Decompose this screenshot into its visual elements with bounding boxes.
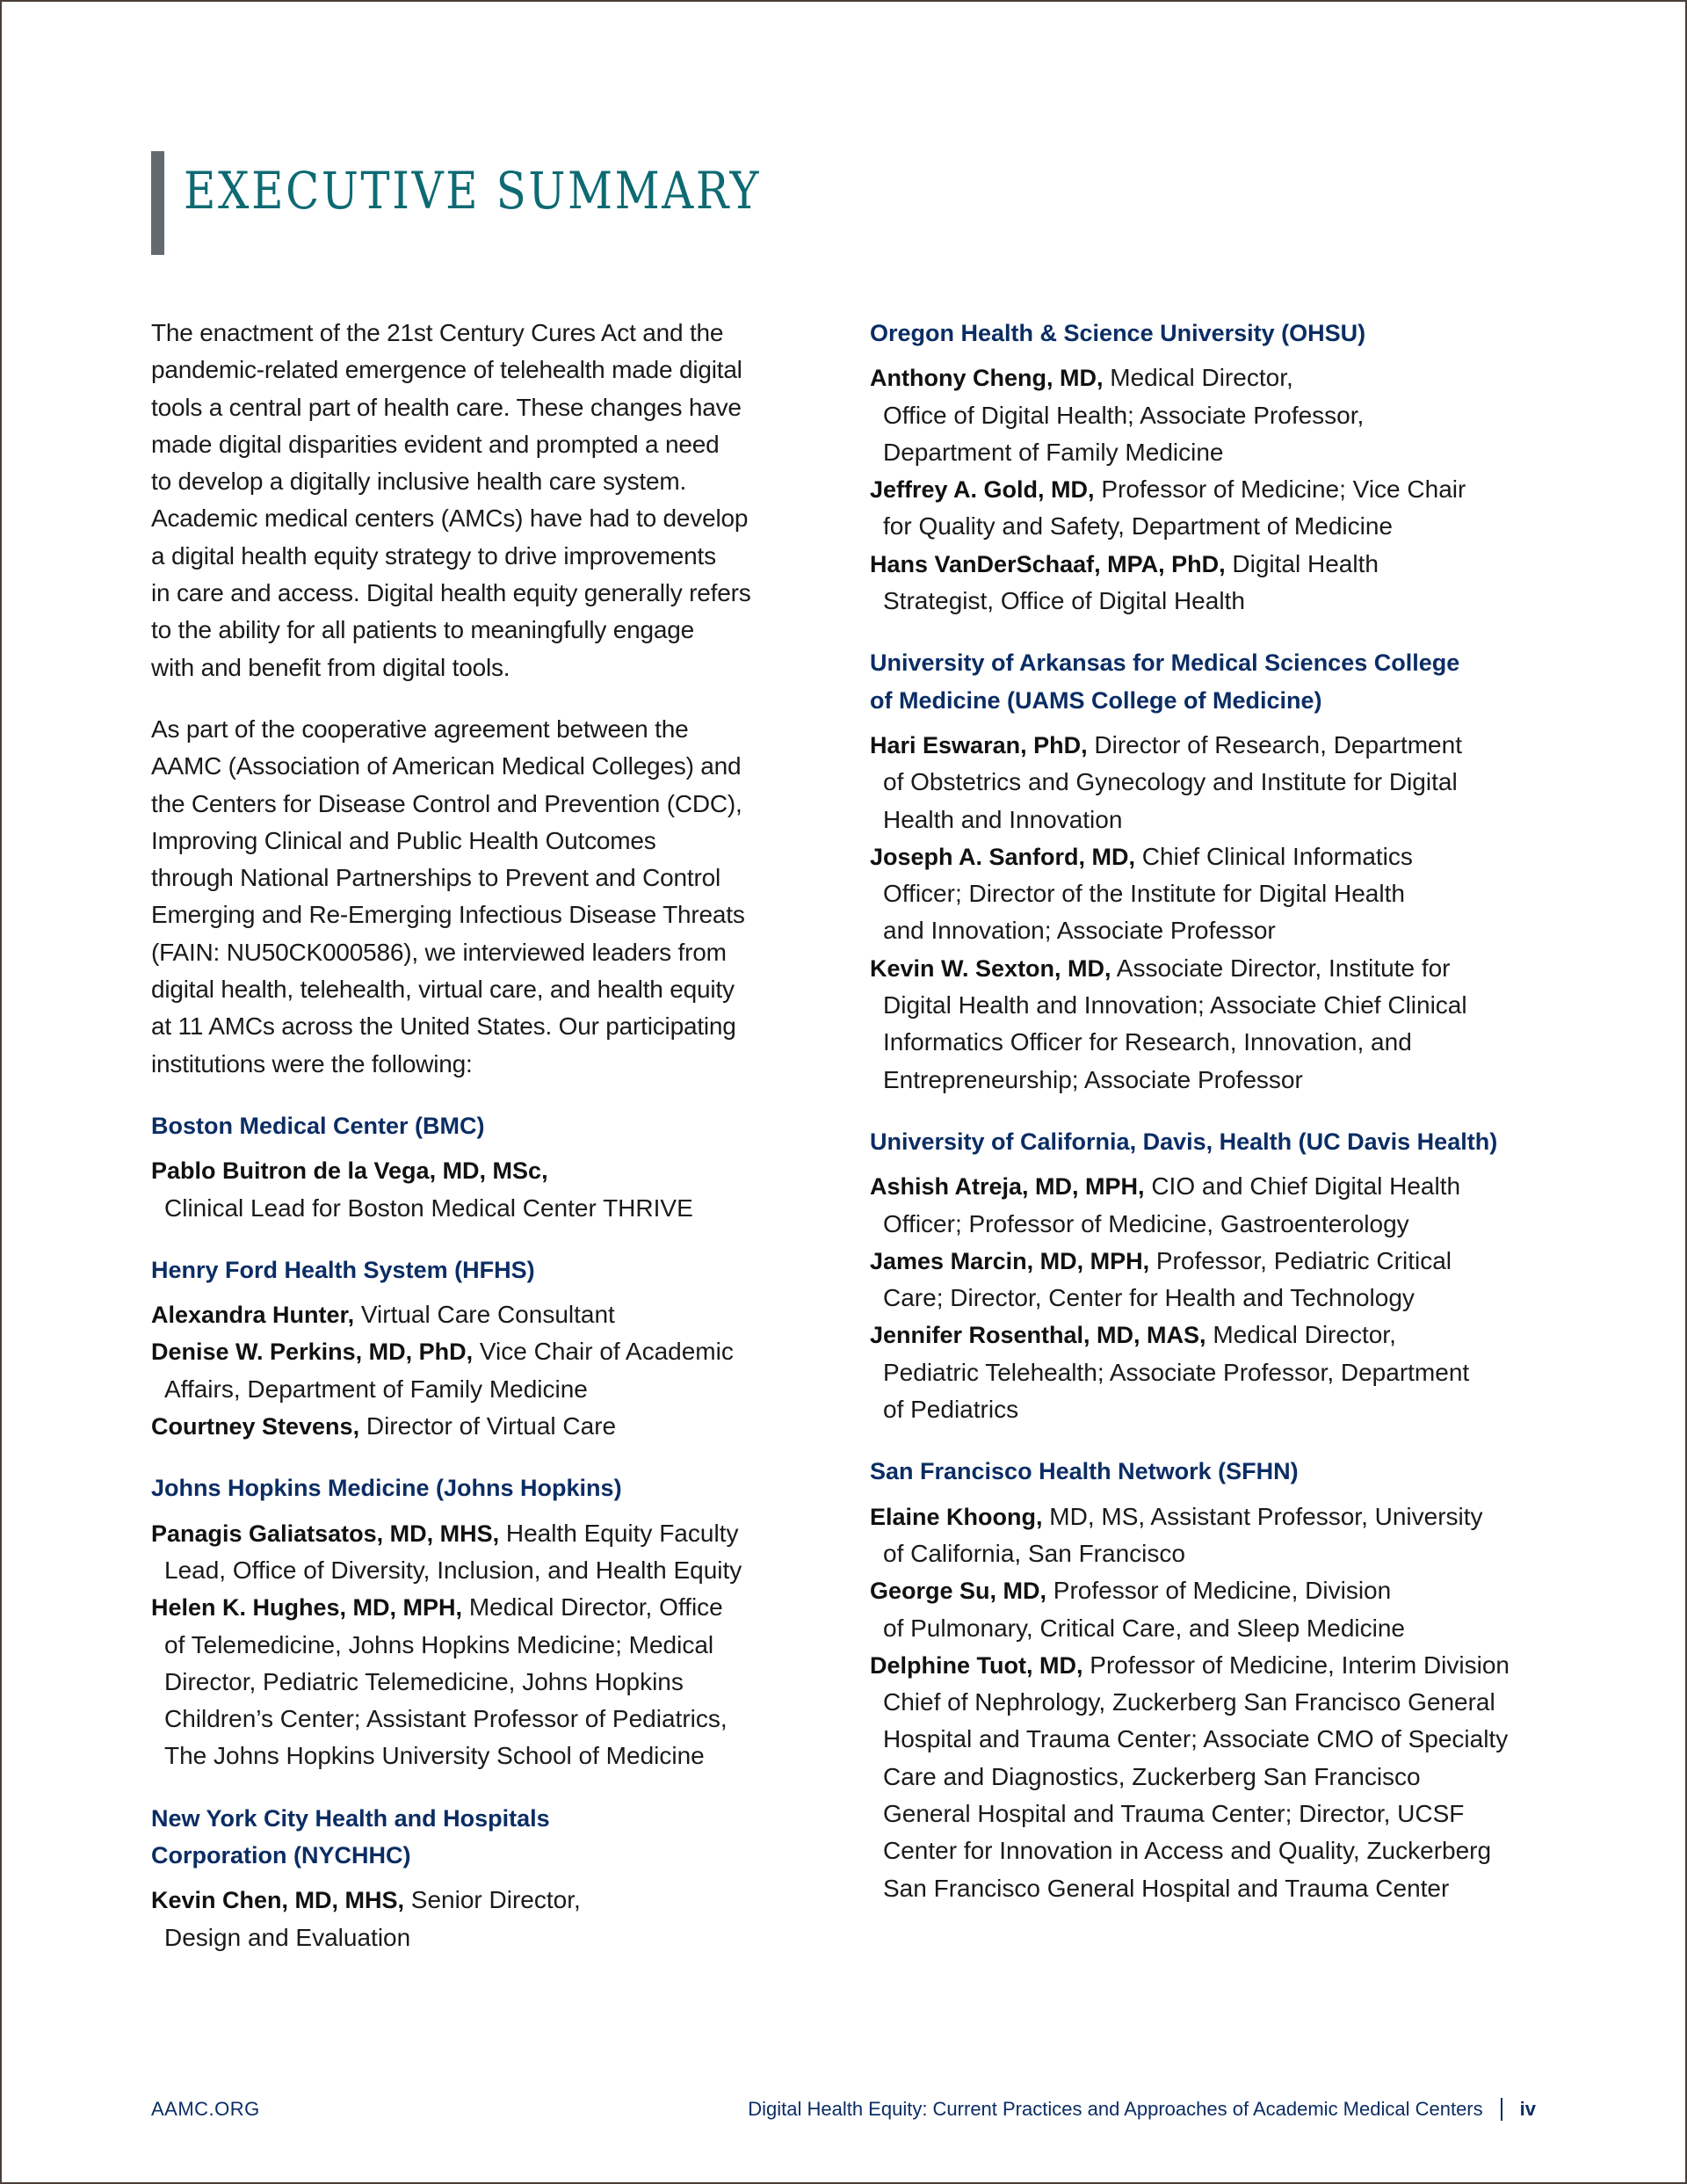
person-entry <box>870 1317 1555 1428</box>
person-entry <box>151 1515 828 1590</box>
person-name: George Su, MD, <box>870 1578 1047 1605</box>
person-name: Pablo Buitron de la Vega, MD, MSc, <box>151 1157 548 1185</box>
footer-publication <box>748 2098 1536 2121</box>
person-role-line: Office of Digital Health; Associate Professor, <box>883 401 1365 429</box>
paragraph-line: tools a central part of health care. These changes have <box>151 393 742 421</box>
person-name: Ashish Atreja, MD, MPH, <box>870 1173 1145 1201</box>
person-first-line <box>151 1408 828 1445</box>
paragraph-line: to the ability for all patients to meaningfully engage <box>151 616 695 644</box>
institution-heading-line: San Francisco Health Network (SFHN) <box>870 1458 1299 1485</box>
person-name: Delphine Tuot, MD, <box>870 1651 1083 1679</box>
institution-heading <box>151 1107 828 1144</box>
paragraph-line: As part of the cooperative agreement between the <box>151 715 689 743</box>
institution-block <box>151 1107 828 1227</box>
person-entry <box>151 1882 828 1956</box>
paragraph-line: Improving Clinical and Public Health Outcomes <box>151 826 656 854</box>
person-name: Jeffrey A. Gold, MD, <box>870 476 1095 504</box>
person-role: MD, MS, Assistant Professor, University <box>1042 1502 1483 1530</box>
person-role: Medical Director, <box>1103 364 1293 392</box>
institution-list-right <box>870 315 1555 1907</box>
person-role-line: Care; Director, Center for Health and Technology <box>883 1284 1415 1312</box>
person-role: Associate Director, Institute for <box>1111 954 1451 982</box>
person-role-line: of Obstetrics and Gynecology and Institute for Digital <box>883 768 1458 796</box>
person-first-line <box>151 1589 828 1626</box>
person-entry <box>870 1498 1555 1573</box>
institution-heading-line: New York City Health and Hospitals <box>151 1804 550 1832</box>
person-role-line: Health and Innovation <box>883 805 1123 833</box>
institution-block <box>151 1252 828 1445</box>
person-first-line <box>151 1152 828 1189</box>
person-entry <box>870 838 1555 950</box>
paragraph-line: at 11 AMCs across the United States. Our participating <box>151 1012 736 1041</box>
institution-block <box>870 1123 1555 1428</box>
person-first-line <box>870 950 1555 987</box>
paragraph-line: with and benefit from digital tools. <box>151 653 510 681</box>
institution-heading-line: Oregon Health & Science University (OHSU) <box>870 320 1366 346</box>
person-first-line <box>870 1572 1555 1609</box>
person-role: Medical Director, Office <box>462 1593 723 1622</box>
person-first-line <box>870 1168 1555 1205</box>
institution-heading <box>870 644 1555 719</box>
person-first-line <box>870 727 1555 764</box>
person-entry <box>151 1152 828 1227</box>
person-role: Professor, Pediatric Critical <box>1149 1246 1452 1274</box>
person-role: Professor of Medicine, Interim Division <box>1082 1651 1510 1679</box>
person-first-line <box>870 1498 1555 1535</box>
person-role-line: Director, Pediatric Telemedicine, Johns Hopkins <box>164 1667 684 1695</box>
person-entry <box>870 1168 1555 1243</box>
person-role-line: Hospital and Trauma Center; Associate CMO of Specialty <box>883 1725 1509 1753</box>
right-column <box>870 315 1555 1932</box>
institution-heading-line: Boston Medical Center (BMC) <box>151 1112 485 1139</box>
institution-heading <box>151 1800 828 1875</box>
person-role-line: Informatics Officer for Research, Innovation, and <box>883 1028 1412 1056</box>
institution-block <box>151 1800 828 1956</box>
person-first-line <box>151 1882 828 1919</box>
institution-heading <box>870 1453 1555 1490</box>
person-entry <box>151 1296 828 1333</box>
person-role-line: Care and Diagnostics, Zuckerberg San Francisco <box>883 1762 1421 1790</box>
person-role: Health Equity Faculty <box>499 1519 739 1547</box>
paragraph-line: Emerging and Re-Emerging Infectious Disease Threats <box>151 901 745 929</box>
person-role: Medical Director, <box>1206 1321 1396 1349</box>
person-name: James Marcin, MD, MPH, <box>870 1247 1150 1274</box>
intro-paragraph <box>151 711 828 1083</box>
person-role-line: Officer; Professor of Medicine, Gastroenterology <box>883 1209 1409 1237</box>
person-name: Anthony Cheng, MD, <box>870 365 1104 392</box>
paragraph-line: to develop a digitally inclusive health care system. <box>151 468 687 496</box>
person-first-line <box>870 1317 1555 1353</box>
person-entry <box>151 1333 828 1408</box>
institution-block <box>151 1469 828 1774</box>
person-name: Kevin Chen, MD, MHS, <box>151 1887 405 1914</box>
page-number: iv <box>1519 2098 1536 2120</box>
person-role-line: Department of Family Medicine <box>883 438 1224 466</box>
person-name: Kevin W. Sexton, MD, <box>870 954 1111 982</box>
person-entry <box>870 1572 1555 1647</box>
institution-heading <box>870 1123 1555 1160</box>
person-role: Senior Director, <box>404 1886 581 1914</box>
person-first-line <box>870 471 1555 508</box>
paragraph-line: institutions were the following: <box>151 1049 473 1077</box>
person-role-line: Lead, Office of Diversity, Inclusion, and Health Equity <box>164 1556 742 1584</box>
institution-heading <box>151 1252 828 1288</box>
person-role: Director of Research, Department <box>1087 730 1462 758</box>
footer-site-link[interactable]: AAMC.ORG <box>151 2098 260 2120</box>
paragraph-line: The enactment of the 21st Century Cures Act and the <box>151 319 724 346</box>
person-name: Panagis Galiatsatos, MD, MHS, <box>151 1520 500 1547</box>
person-first-line <box>151 1296 828 1333</box>
person-role-line: Chief of Nephrology, Zuckerberg San Francisco General <box>883 1688 1495 1716</box>
person-entry <box>870 471 1555 546</box>
institution-heading-line: Corporation (NYCHHC) <box>151 1841 411 1868</box>
person-role-line: Children’s Center; Assistant Professor of Pediatrics, <box>164 1705 728 1733</box>
paragraph-line: Academic medical centers (AMCs) have had to develop <box>151 504 749 533</box>
paragraph-line: a digital health equity strategy to drive improvements <box>151 541 716 570</box>
paragraph-line: through National Partnerships to Prevent and Control <box>151 864 720 892</box>
person-role: Vice Chair of Academic <box>473 1338 734 1366</box>
person-role-line: of Telemedicine, Johns Hopkins Medicine; Medical <box>164 1630 714 1658</box>
person-role-line: San Francisco General Hospital and Trauma Center <box>883 1874 1450 1902</box>
page-title: EXECUTIVE SUMMARY <box>184 160 761 221</box>
person-entry <box>870 1647 1555 1907</box>
intro-section <box>151 315 828 1083</box>
person-role-line: Affairs, Department of Family Medicine <box>164 1375 588 1403</box>
person-role-line: and Innovation; Associate Professor <box>883 917 1276 945</box>
intro-paragraph <box>151 315 828 686</box>
person-name: Helen K. Hughes, MD, MPH, <box>151 1594 463 1622</box>
institution-heading-line: of Medicine (UAMS College of Medicine) <box>870 686 1322 714</box>
institution-heading-line: Henry Ford Health System (HFHS) <box>151 1256 535 1283</box>
paragraph-line: made digital disparities evident and prompted a need <box>151 430 720 458</box>
person-role-line: Strategist, Office of Digital Health <box>883 587 1245 615</box>
institution-heading <box>870 315 1555 352</box>
person-role-line: of California, San Francisco <box>883 1539 1185 1567</box>
person-role-line: Center for Innovation in Access and Quality, Zuckerberg <box>883 1837 1492 1865</box>
person-first-line <box>870 359 1555 396</box>
institution-heading-line: University of Arkansas for Medical Sciences College <box>870 649 1460 677</box>
institution-block <box>870 1453 1555 1907</box>
page-title-block <box>151 151 855 255</box>
person-first-line <box>870 546 1555 583</box>
paragraph-line: (FAIN: NU50CK000586), we interviewed leaders from <box>151 938 727 966</box>
person-role: Director of Virtual Care <box>359 1412 617 1440</box>
person-name: Alexandra Hunter, <box>151 1302 355 1329</box>
person-name: Hari Eswaran, PhD, <box>870 731 1088 758</box>
person-role-line: Pediatric Telehealth; Associate Professor, Department <box>883 1358 1470 1386</box>
person-name: Denise W. Perkins, MD, PhD, <box>151 1339 474 1366</box>
person-name: Elaine Khoong, <box>870 1503 1043 1530</box>
paragraph-line: in care and access. Digital health equity generally refers <box>151 579 751 607</box>
title-accent-bar <box>151 151 164 255</box>
institution-heading-line: University of California, Davis, Health (UC Davis Health) <box>870 1128 1498 1155</box>
institution-heading <box>151 1469 828 1506</box>
person-role-line: General Hospital and Trauma Center; Director, UCSF <box>883 1799 1465 1827</box>
left-column <box>151 315 828 1981</box>
person-role: Chief Clinical Informatics <box>1135 842 1413 870</box>
person-role: Digital Health <box>1225 549 1379 577</box>
person-entry <box>870 727 1555 838</box>
person-name: Hans VanDerSchaaf, MPA, PhD, <box>870 550 1226 577</box>
paragraph-line: AAMC (Association of American Medical Colleges) and <box>151 752 742 780</box>
person-first-line <box>870 838 1555 875</box>
person-name: Courtney Stevens, <box>151 1413 360 1440</box>
person-role-line: The Johns Hopkins University School of Medicine <box>164 1742 705 1770</box>
person-role: Professor of Medicine, Division <box>1046 1577 1392 1605</box>
person-role: CIO and Chief Digital Health <box>1144 1172 1461 1201</box>
person-role: Professor of Medicine; Vice Chair <box>1094 475 1466 504</box>
person-role: Virtual Care Consultant <box>354 1301 615 1329</box>
institution-block <box>870 315 1555 620</box>
person-role-line: Entrepreneurship; Associate Professor <box>883 1065 1303 1093</box>
paragraph-line: digital health, telehealth, virtual care, and health equity <box>151 976 735 1004</box>
person-role-line: for Quality and Safety, Department of Medicine <box>883 512 1393 541</box>
institution-block <box>870 644 1555 1099</box>
person-entry <box>870 950 1555 1099</box>
person-entry <box>870 546 1555 620</box>
person-role-line: of Pediatrics <box>883 1396 1019 1424</box>
institution-list-left <box>151 1107 828 1956</box>
footer-divider <box>1501 2098 1502 2121</box>
person-entry <box>870 359 1555 471</box>
person-role-line: Officer; Director of the Institute for Digital Health <box>883 880 1405 908</box>
paragraph-line: the Centers for Disease Control and Prevention (CDC), <box>151 789 742 817</box>
person-first-line <box>870 1243 1555 1280</box>
footer-publication-title: Digital Health Equity: Current Practices and Approaches of Academic Medical Centers <box>748 2098 1483 2120</box>
person-first-line <box>870 1647 1555 1684</box>
person-entry <box>870 1243 1555 1317</box>
person-role-line: of Pulmonary, Critical Care, and Sleep Medicine <box>883 1614 1405 1642</box>
person-entry <box>151 1589 828 1774</box>
person-role-line: Digital Health and Innovation; Associate Chief Clinical <box>883 991 1467 1019</box>
person-first-line <box>151 1333 828 1370</box>
person-role-line: Design and Evaluation <box>164 1923 411 1951</box>
person-first-line <box>151 1515 828 1552</box>
person-name: Jennifer Rosenthal, MD, MAS, <box>870 1322 1206 1349</box>
person-entry <box>151 1408 828 1445</box>
institution-heading-line: Johns Hopkins Medicine (Johns Hopkins) <box>151 1475 622 1502</box>
paragraph-line: pandemic-related emergence of telehealth made digital <box>151 356 742 384</box>
person-name: Joseph A. Sanford, MD, <box>870 843 1136 870</box>
person-role-line: Clinical Lead for Boston Medical Center THRIVE <box>164 1194 693 1222</box>
